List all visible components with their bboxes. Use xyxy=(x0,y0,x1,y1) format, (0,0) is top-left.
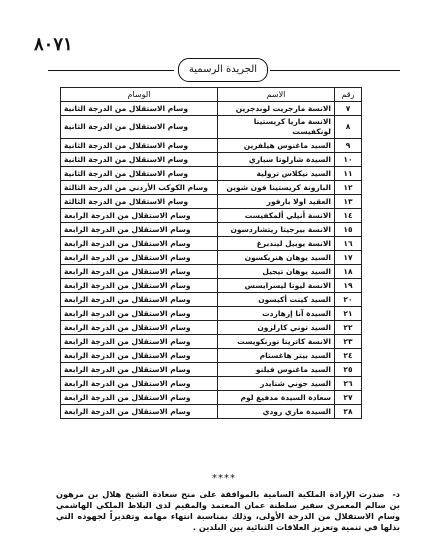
page-number: ٨٠٧١ xyxy=(34,34,73,55)
medal-name: وسام الاستقلال من الدرجة الرابعة xyxy=(61,293,218,307)
recipient-name: السيد ماغنوس فيلنو xyxy=(218,363,335,377)
medal-name: وسام الاستقلال من الدرجة الثانية xyxy=(61,139,218,153)
table-row xyxy=(61,363,362,377)
medal-name: وسام الكوكب الأردني من الدرجة الثالثة xyxy=(61,181,218,195)
medal-name: وسام الاستقلال من الدرجة الثالثة xyxy=(61,195,218,209)
table-row xyxy=(61,307,362,321)
medal-name: وسام الاستقلال من الدرجة الرابعة xyxy=(61,223,218,237)
decree-text: صدرت الإرادة الملكية السامية بالموافقة على منح سعادة الشيخ هلال بن مرهون بن سالم المعمري سفير سلطنة عمان المعتمد والمقيم لدى البلاط الملكي الهاشمي وسام الاستقلال من الدرجة الأولى، وذلك بمناسبة انتهاء مهامه وتقديراً لجهوده التي بذلها في تنمية وتعزيز العلاقات الثنائية بين البلدين . xyxy=(56,489,400,532)
recipient-name: العقيد اولا بارفور xyxy=(218,195,335,209)
medal-name: وسام الاستقلال من الدرجة الرابعة xyxy=(61,405,218,419)
row-number: ٢٨ xyxy=(335,405,362,419)
table-row xyxy=(61,153,362,167)
header-num: رقم xyxy=(335,88,362,102)
row-number: ١٨ xyxy=(335,265,362,279)
table-body xyxy=(61,102,362,419)
medal-name: وسام الاستقلال من الدرجة الثانية xyxy=(61,153,218,167)
table-row xyxy=(61,102,362,116)
table-row xyxy=(61,335,362,349)
table-row xyxy=(61,279,362,293)
header-rule-right xyxy=(270,70,400,71)
recipient-name: السيدة ماري رودي xyxy=(218,405,335,419)
table-row xyxy=(61,251,362,265)
row-number: ١٢ xyxy=(335,181,362,195)
table-row xyxy=(61,195,362,209)
table-row xyxy=(61,377,362,391)
table-row xyxy=(61,181,362,195)
table-row xyxy=(61,116,362,139)
recipient-name: السيد توني كارلزون xyxy=(218,321,335,335)
row-number: ٢٤ xyxy=(335,349,362,363)
table-row xyxy=(61,237,362,251)
table-header-row xyxy=(61,88,362,102)
row-number: ٢١ xyxy=(335,307,362,321)
row-number: ١٣ xyxy=(335,195,362,209)
table-row xyxy=(61,223,362,237)
gazette-masthead: الجريدة الرسمية xyxy=(178,58,268,82)
row-number: ٩ xyxy=(335,139,362,153)
section-separator: **** xyxy=(212,473,236,484)
medal-name: وسام الاستقلال من الدرجة الرابعة xyxy=(61,377,218,391)
medal-name: وسام الاستقلال من الدرجة الرابعة xyxy=(61,335,218,349)
decree-number: د- xyxy=(392,489,400,499)
recipient-name: الانسة أنيلي ألمكفيست xyxy=(218,209,335,223)
row-number: ١٩ xyxy=(335,279,362,293)
table-row xyxy=(61,293,362,307)
medal-name: وسام الاستقلال من الدرجة الرابعة xyxy=(61,237,218,251)
table-row xyxy=(61,209,362,223)
recipient-name: سعادة السيدة مدفيغ لوم xyxy=(218,391,335,405)
decree-paragraph xyxy=(56,489,400,533)
table-row xyxy=(61,167,362,181)
table-row xyxy=(61,391,362,405)
table-row xyxy=(61,349,362,363)
recipient-name: الانسة ماريا كريستينا لونكفيست xyxy=(218,116,335,139)
recipient-name: السيد جوني شنايدر xyxy=(218,377,335,391)
medal-name: وسام الاستقلال من الدرجة الرابعة xyxy=(61,307,218,321)
medal-name: وسام الاستقلال من الدرجة الثانية xyxy=(61,102,218,116)
table-row xyxy=(61,321,362,335)
recipient-name: السيدة شارلوتا سباري xyxy=(218,153,335,167)
row-number: ١٥ xyxy=(335,223,362,237)
table-row xyxy=(61,139,362,153)
header-medal: الوسام xyxy=(61,88,218,102)
row-number: ١١ xyxy=(335,167,362,181)
recipient-name: السيد كينت أكيسون xyxy=(218,293,335,307)
recipient-name: الانسة مارجريت لوندجرين xyxy=(218,102,335,116)
recipient-name: السيد ماغنوس هيلفرين xyxy=(218,139,335,153)
medal-name: وسام الاستقلال من الدرجة الرابعة xyxy=(61,321,218,335)
medal-name: وسام الاستقلال من الدرجة الثانية xyxy=(61,116,218,139)
row-number: ٢٥ xyxy=(335,363,362,377)
table-row xyxy=(61,265,362,279)
medal-name: وسام الاستقلال من الدرجة الرابعة xyxy=(61,209,218,223)
row-number: ١٤ xyxy=(335,209,362,223)
header-rule-left xyxy=(48,70,174,71)
medal-name: وسام الاستقلال من الدرجة الرابعة xyxy=(61,349,218,363)
medal-name: وسام الاستقلال من الدرجة الرابعة xyxy=(61,279,218,293)
recipient-name: الانسة بيرجيتا ريتشاردسون xyxy=(218,223,335,237)
header-name: الاسم xyxy=(218,88,335,102)
row-number: ٢٣ xyxy=(335,335,362,349)
row-number: ٢٧ xyxy=(335,391,362,405)
medal-name: وسام الاستقلال من الدرجة الرابعة xyxy=(61,265,218,279)
row-number: ٢٠ xyxy=(335,293,362,307)
medal-name: وسام الاستقلال من الدرجة الرابعة xyxy=(61,363,218,377)
row-number: ٨ xyxy=(335,116,362,139)
medal-grants-table xyxy=(60,87,362,419)
row-number: ١٧ xyxy=(335,251,362,265)
recipient-name: السيد يوهان تيجيل xyxy=(218,265,335,279)
recipient-name: الانسة كاترينا تورنكويست xyxy=(218,335,335,349)
table-row xyxy=(61,405,362,419)
recipient-name: السيد بيتر هاغستام xyxy=(218,349,335,363)
medal-name: وسام الاستقلال من الدرجة الثانية xyxy=(61,167,218,181)
row-number: ١٦ xyxy=(335,237,362,251)
recipient-name: البارونة كريستينا فون شوين xyxy=(218,181,335,195)
recipient-name: السيدة آنا إرهاردت xyxy=(218,307,335,321)
medal-name: وسام الاستقلال من الدرجة الرابعة xyxy=(61,251,218,265)
recipient-name: السيد يوهان هنريكسون xyxy=(218,251,335,265)
recipient-name: الانسة يوبيل ليندبرغ xyxy=(218,237,335,251)
row-number: ١٠ xyxy=(335,153,362,167)
row-number: ٢٢ xyxy=(335,321,362,335)
medal-name: وسام الاستقلال من الدرجة الرابعة xyxy=(61,391,218,405)
recipient-name: الانسة ليوتا ليسرايسس xyxy=(218,279,335,293)
row-number: ٢٦ xyxy=(335,377,362,391)
recipient-name: السيد نيكلاس ترولية xyxy=(218,167,335,181)
row-number: ٧ xyxy=(335,102,362,116)
